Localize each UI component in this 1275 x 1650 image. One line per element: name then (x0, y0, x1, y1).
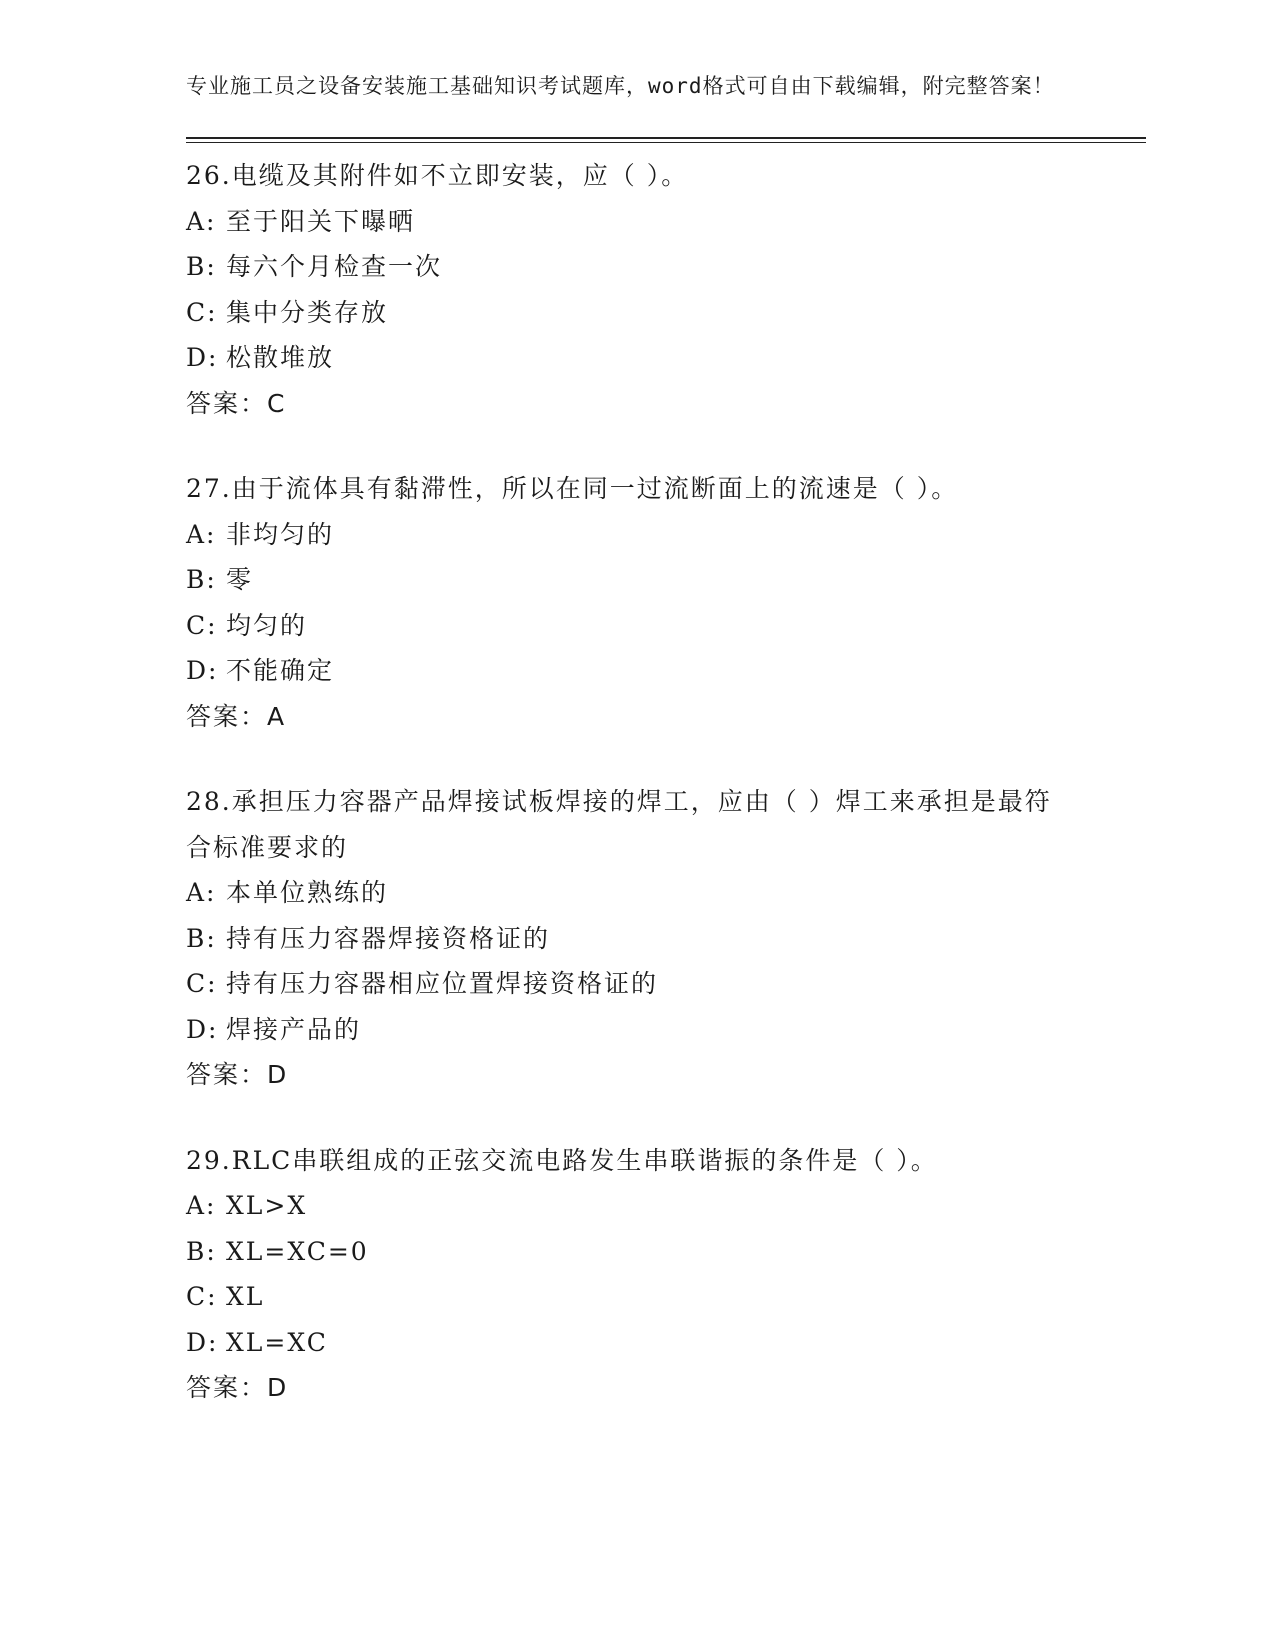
option-text: 集中分类存放 (226, 297, 389, 327)
option-b (186, 1229, 1146, 1275)
option-letter: D: (186, 1327, 219, 1357)
option-text: 焊接产品的 (226, 1014, 362, 1044)
option-text: XL=XC (226, 1327, 328, 1357)
option-b (186, 244, 1146, 290)
option-c (186, 1274, 1146, 1320)
option-c (186, 290, 1146, 336)
option-letter: B: (186, 1236, 217, 1266)
option-d (186, 1007, 1146, 1053)
answer-line: 答案：D (186, 1373, 289, 1402)
option-letter: B: (186, 252, 217, 281)
question-stem: 26.电缆及其附件如不立即安装，应（ ）。 (186, 161, 689, 190)
option-b (186, 557, 1146, 603)
question-26 (186, 153, 1146, 426)
document-header: 专业施工员之设备安装施工基础知识考试题库，word格式可自由下载编辑，附完整答案！ (186, 74, 1055, 98)
question-stem: 28.承担压力容器产品焊接试板焊接的焊工，应由（ ）焊工来承担是最符合标准要求的 (186, 787, 1052, 862)
option-letter: A: (186, 1191, 217, 1220)
option-letter: C: (186, 610, 218, 640)
question-stem: 29.RLC串联组成的正弦交流电路发生串联谐振的条件是（ ）。 (186, 1145, 938, 1175)
option-d (186, 1320, 1146, 1366)
question-list (186, 153, 1146, 1411)
option-a (186, 512, 1146, 558)
question-28 (186, 779, 1146, 1098)
document-page (186, 70, 1146, 1451)
option-letter: B: (186, 565, 217, 594)
option-letter: D: (186, 343, 219, 372)
answer-line: 答案：C (186, 388, 287, 418)
answer-line: 答案：A (186, 701, 287, 731)
option-text: 本单位熟练的 (226, 878, 389, 907)
option-letter: C: (186, 969, 218, 998)
option-letter: A: (186, 878, 217, 907)
option-text: XL=XC=0 (226, 1236, 369, 1266)
option-letter: C: (186, 1282, 218, 1311)
option-text: 至于阳关下曝晒 (226, 206, 416, 236)
option-letter: C: (186, 297, 218, 327)
question-stem: 27.由于流体具有黏滞性，所以在同一过流断面上的流速是（ ）。 (186, 474, 959, 503)
option-letter: A: (186, 206, 217, 236)
option-text: XL>X (226, 1191, 308, 1220)
option-text: 每六个月检查一次 (226, 252, 443, 281)
option-d (186, 648, 1146, 694)
option-text: 零 (226, 565, 254, 594)
option-c (186, 603, 1146, 649)
header-divider (186, 137, 1146, 143)
option-a (186, 199, 1146, 245)
answer-line: 答案：D (186, 1060, 289, 1089)
option-letter: B: (186, 923, 217, 953)
option-a (186, 1183, 1146, 1229)
option-text: 持有压力容器相应位置焊接资格证的 (226, 969, 659, 998)
option-text: XL (226, 1282, 265, 1311)
option-text: 非均匀的 (226, 519, 335, 549)
option-text: 均匀的 (226, 610, 308, 640)
option-a (186, 870, 1146, 916)
option-letter: D: (186, 656, 219, 685)
option-text: 松散堆放 (226, 343, 335, 372)
option-text: 持有压力容器焊接资格证的 (226, 923, 551, 953)
option-d (186, 335, 1146, 381)
question-27 (186, 466, 1146, 739)
option-b (186, 916, 1146, 962)
option-letter: D: (186, 1014, 219, 1044)
option-letter: A: (186, 519, 217, 549)
option-c (186, 961, 1146, 1007)
option-text: 不能确定 (226, 656, 335, 685)
question-29 (186, 1138, 1146, 1411)
